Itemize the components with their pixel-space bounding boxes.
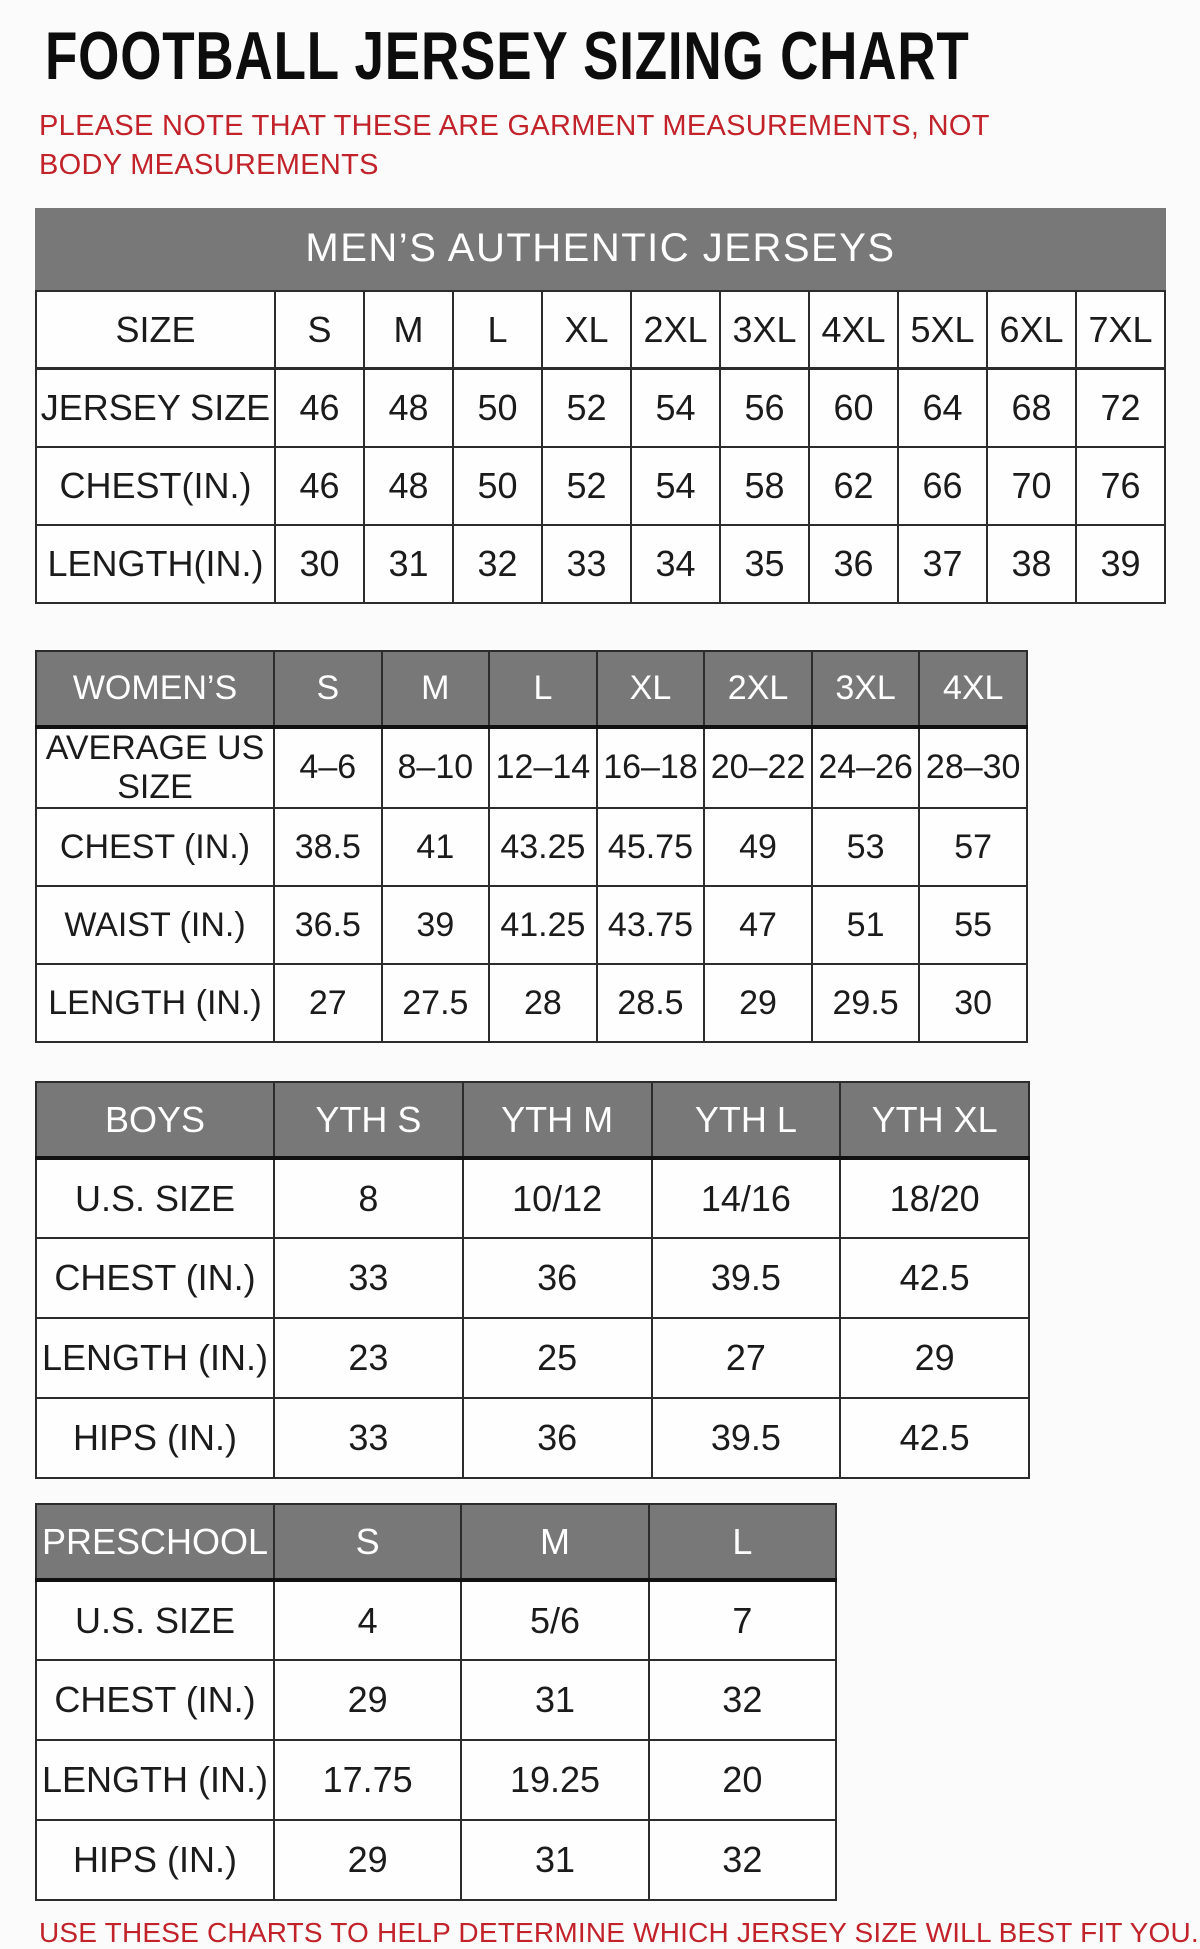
value-cell: 41: [382, 808, 490, 886]
value-cell: 18/20: [840, 1158, 1029, 1238]
value-cell: 48: [364, 447, 453, 525]
value-cell: 20–22: [704, 727, 812, 808]
value-cell: 43.25: [489, 808, 597, 886]
group-label-header-cell: WOMEN’S: [36, 651, 274, 727]
value-cell: 58: [720, 447, 809, 525]
value-cell: 42.5: [840, 1238, 1029, 1318]
row-label-cell: U.S. SIZE: [36, 1158, 274, 1238]
value-cell: 27: [652, 1318, 841, 1398]
table-row: [36, 1398, 1029, 1478]
size-header-cell: M: [364, 291, 453, 369]
value-cell: 62: [809, 447, 898, 525]
row-label-cell: CHEST (IN.): [36, 808, 274, 886]
size-header-cell: 2XL: [631, 291, 720, 369]
group-label-header-cell: BOYS: [36, 1082, 274, 1158]
value-cell: 35: [720, 525, 809, 603]
header-row: [36, 291, 1165, 369]
value-cell: 29.5: [812, 964, 920, 1042]
value-cell: 23: [274, 1318, 463, 1398]
value-cell: 55: [919, 886, 1027, 964]
size-header-cell: 3XL: [812, 651, 920, 727]
value-cell: 76: [1076, 447, 1165, 525]
value-cell: 16–18: [597, 727, 705, 808]
value-cell: 39: [382, 886, 490, 964]
size-header-cell: L: [649, 1504, 836, 1580]
size-header-cell: 2XL: [704, 651, 812, 727]
value-cell: 12–14: [489, 727, 597, 808]
value-cell: 17.75: [274, 1740, 461, 1820]
value-cell: 29: [840, 1318, 1029, 1398]
table-row: [36, 369, 1165, 447]
size-header-cell: XL: [597, 651, 705, 727]
value-cell: 30: [919, 964, 1027, 1042]
size-header-cell: 6XL: [987, 291, 1076, 369]
value-cell: 53: [812, 808, 920, 886]
value-cell: 43.75: [597, 886, 705, 964]
row-label-cell: CHEST (IN.): [36, 1660, 274, 1740]
value-cell: 66: [898, 447, 987, 525]
value-cell: 27.5: [382, 964, 490, 1042]
value-cell: 19.25: [461, 1740, 648, 1820]
value-cell: 25: [463, 1318, 652, 1398]
value-cell: 29: [704, 964, 812, 1042]
value-cell: 24–26: [812, 727, 920, 808]
value-cell: 28.5: [597, 964, 705, 1042]
mens-banner: MEN’S AUTHENTIC JERSEYS: [35, 208, 1166, 290]
value-cell: 56: [720, 369, 809, 447]
row-label-cell: LENGTH (IN.): [36, 964, 274, 1042]
size-header-cell: 4XL: [919, 651, 1027, 727]
table-row: [36, 886, 1027, 964]
size-header-cell: 5XL: [898, 291, 987, 369]
mens-section: [35, 208, 1200, 604]
womens-table: [35, 650, 1028, 1043]
size-header-cell: 3XL: [720, 291, 809, 369]
row-label-cell: CHEST (IN.): [36, 1238, 274, 1318]
row-label-cell: HIPS (IN.): [36, 1398, 274, 1478]
value-cell: 38.5: [274, 808, 382, 886]
value-cell: 8: [274, 1158, 463, 1238]
value-cell: 50: [453, 447, 542, 525]
value-cell: 28: [489, 964, 597, 1042]
table-row: [36, 1740, 836, 1820]
row-label-cell: CHEST(IN.): [36, 447, 275, 525]
size-header-cell: L: [453, 291, 542, 369]
preschool-table: [35, 1503, 837, 1901]
garment-measurement-note: PLEASE NOTE THAT THESE ARE GARMENT MEASUREMENTS, NOT BODY MEASUREMENTS: [39, 110, 990, 181]
size-header-cell: S: [274, 651, 382, 727]
value-cell: 50: [453, 369, 542, 447]
row-label-cell: LENGTH (IN.): [36, 1318, 274, 1398]
value-cell: 70: [987, 447, 1076, 525]
value-cell: 32: [649, 1660, 836, 1740]
value-cell: 52: [542, 447, 631, 525]
row-label-cell: HIPS (IN.): [36, 1820, 274, 1900]
group-label-header-cell: SIZE: [36, 291, 275, 369]
value-cell: 36: [463, 1238, 652, 1318]
row-label-cell: JERSEY SIZE: [36, 369, 275, 447]
value-cell: 7: [649, 1580, 836, 1660]
value-cell: 64: [898, 369, 987, 447]
value-cell: 29: [274, 1820, 461, 1900]
size-header-cell: YTH S: [274, 1082, 463, 1158]
value-cell: 30: [275, 525, 364, 603]
value-cell: 45.75: [597, 808, 705, 886]
value-cell: 32: [649, 1820, 836, 1900]
value-cell: 52: [542, 369, 631, 447]
value-cell: 42.5: [840, 1398, 1029, 1478]
preschool-section: [35, 1503, 1200, 1901]
value-cell: 41.25: [489, 886, 597, 964]
value-cell: 37: [898, 525, 987, 603]
table-row: [36, 808, 1027, 886]
header-row: [36, 1504, 836, 1580]
value-cell: 46: [275, 369, 364, 447]
value-cell: 47: [704, 886, 812, 964]
table-row: [36, 525, 1165, 603]
size-header-cell: 7XL: [1076, 291, 1165, 369]
value-cell: 31: [461, 1820, 648, 1900]
value-cell: 4: [274, 1580, 461, 1660]
womens-section: [35, 650, 1200, 1043]
table-row: [36, 1580, 836, 1660]
value-cell: 36.5: [274, 886, 382, 964]
size-header-cell: YTH M: [463, 1082, 652, 1158]
value-cell: 27: [274, 964, 382, 1042]
size-header-cell: L: [489, 651, 597, 727]
size-header-cell: YTH XL: [840, 1082, 1029, 1158]
boys-section: [35, 1081, 1200, 1479]
value-cell: 38: [987, 525, 1076, 603]
value-cell: 31: [364, 525, 453, 603]
value-cell: 51: [812, 886, 920, 964]
value-cell: 39: [1076, 525, 1165, 603]
value-cell: 54: [631, 369, 720, 447]
table-row: [36, 1820, 836, 1900]
group-label-header-cell: PRESCHOOL: [36, 1504, 274, 1580]
size-header-cell: 4XL: [809, 291, 898, 369]
table-row: [36, 964, 1027, 1042]
row-label-cell: AVERAGE US SIZE: [36, 727, 274, 808]
value-cell: 33: [274, 1398, 463, 1478]
size-header-cell: M: [461, 1504, 648, 1580]
value-cell: 20: [649, 1740, 836, 1820]
row-label-cell: LENGTH (IN.): [36, 1740, 274, 1820]
value-cell: 32: [453, 525, 542, 603]
value-cell: 54: [631, 447, 720, 525]
value-cell: 48: [364, 369, 453, 447]
row-label-cell: WAIST (IN.): [36, 886, 274, 964]
value-cell: 4–6: [274, 727, 382, 808]
size-header-cell: S: [274, 1504, 461, 1580]
value-cell: 39.5: [652, 1238, 841, 1318]
value-cell: 34: [631, 525, 720, 603]
value-cell: 10/12: [463, 1158, 652, 1238]
size-header-cell: XL: [542, 291, 631, 369]
boys-table: [35, 1081, 1030, 1479]
value-cell: 5/6: [461, 1580, 648, 1660]
table-row: [36, 1158, 1029, 1238]
value-cell: 29: [274, 1660, 461, 1740]
table-row: [36, 1318, 1029, 1398]
value-cell: 49: [704, 808, 812, 886]
value-cell: 39.5: [652, 1398, 841, 1478]
value-cell: 8–10: [382, 727, 490, 808]
size-header-cell: M: [382, 651, 490, 727]
table-row: [36, 1238, 1029, 1318]
footer-note: USE THESE CHARTS TO HELP DETERMINE WHICH JERSEY SIZE WILL BEST FIT YOU.: [39, 1917, 1199, 1949]
value-cell: 68: [987, 369, 1076, 447]
value-cell: 57: [919, 808, 1027, 886]
row-label-cell: U.S. SIZE: [36, 1580, 274, 1660]
value-cell: 36: [463, 1398, 652, 1478]
value-cell: 28–30: [919, 727, 1027, 808]
header-row: [36, 651, 1027, 727]
size-header-cell: S: [275, 291, 364, 369]
row-label-cell: LENGTH(IN.): [36, 525, 275, 603]
table-row: [36, 727, 1027, 808]
value-cell: 33: [274, 1238, 463, 1318]
value-cell: 31: [461, 1660, 648, 1740]
value-cell: 33: [542, 525, 631, 603]
mens-table: [35, 290, 1166, 604]
value-cell: 36: [809, 525, 898, 603]
page-title: FOOTBALL JERSEY SIZING CHART: [45, 18, 970, 94]
value-cell: 14/16: [652, 1158, 841, 1238]
value-cell: 72: [1076, 369, 1165, 447]
value-cell: 60: [809, 369, 898, 447]
value-cell: 46: [275, 447, 364, 525]
size-header-cell: YTH L: [652, 1082, 841, 1158]
header-row: [36, 1082, 1029, 1158]
table-row: [36, 1660, 836, 1740]
table-row: [36, 447, 1165, 525]
